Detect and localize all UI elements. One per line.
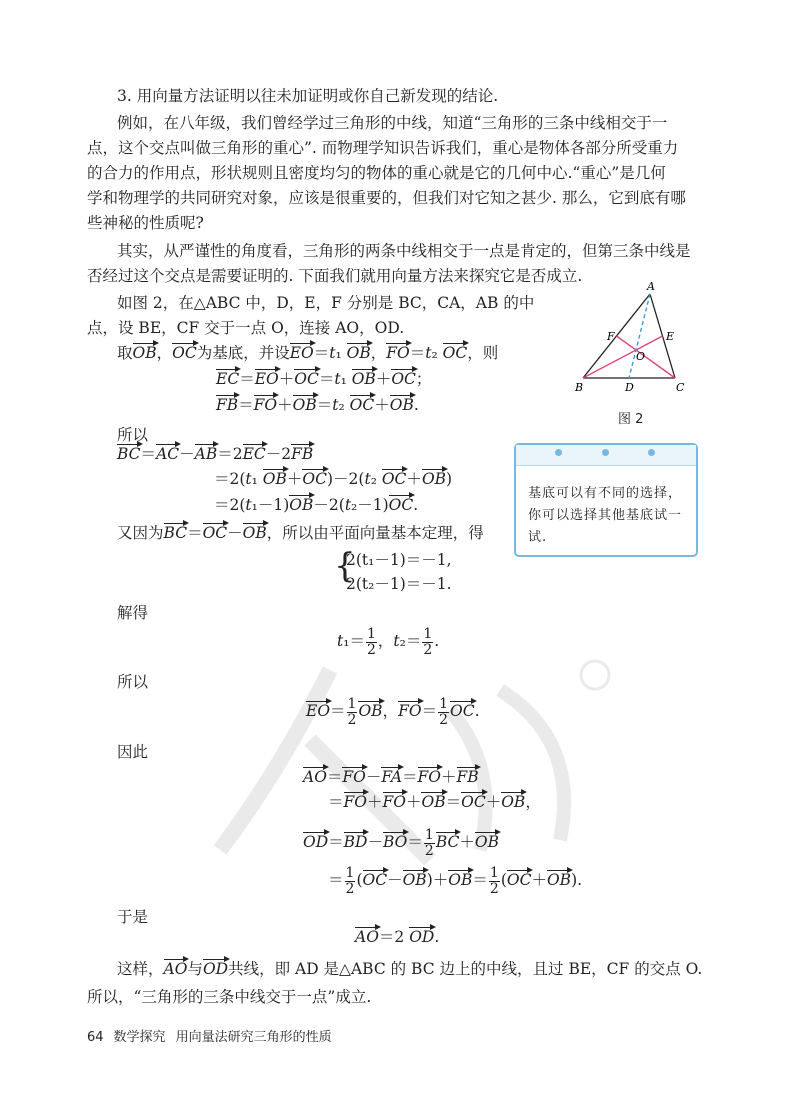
para3-line1: 如图 2，在△ABC 中，D，E，F 分别是 BC，CA，AB 的中 bbox=[117, 294, 535, 312]
label-C: C bbox=[676, 381, 685, 394]
word-jiede: 解得 bbox=[117, 604, 149, 622]
page-footer bbox=[87, 1026, 332, 1045]
tip-text: 基底可以有不同的选择，你可以选择其他基底试一试. bbox=[528, 486, 683, 545]
tip-dot bbox=[555, 449, 562, 456]
para2-line2: 否经过这个交点是需要证明的. 下面我们就用向量方法来探究它是否成立. bbox=[87, 267, 583, 285]
label-B: B bbox=[575, 381, 584, 394]
word-suoyi-2: 所以 bbox=[117, 673, 149, 691]
label-E: E bbox=[666, 330, 675, 343]
eq-OD-1: OD＝BD－BO＝ $\frac{1}{2}$ BC＋OB bbox=[303, 827, 499, 859]
system-brace: { bbox=[334, 546, 356, 586]
tip-dot bbox=[648, 449, 655, 456]
para1-line4: 学和物理学的共同研究对象，应该是很重要的，但我们对它知之甚少. 那么，它到底有哪 bbox=[87, 189, 686, 207]
eq-AO-2: ＝FO＋FO＋OB＝OC＋OB， bbox=[328, 793, 541, 811]
book-title: 数学探究 bbox=[113, 1030, 166, 1045]
label-D: D bbox=[625, 381, 634, 394]
eq-AO-final: AO＝2 OD. bbox=[355, 928, 440, 946]
eq-t-values: t₁＝ $\frac{1}{2}$ ，t₂＝ $\frac{1}{2}$ . bbox=[337, 626, 440, 658]
topic-title: 用向量法研究三角形的性质 bbox=[175, 1030, 332, 1045]
figure-caption: 图 2 bbox=[618, 412, 644, 427]
label-A: A bbox=[647, 280, 655, 293]
eq-EC: EC＝EO＋OC＝t₁ OB＋OC； bbox=[216, 370, 432, 388]
para1-line5: 些神秘的性质呢? bbox=[87, 214, 204, 232]
page-number: 64 bbox=[87, 1030, 104, 1045]
label-O: O bbox=[636, 350, 646, 363]
eq-EO-FO: EO＝ $\frac{1}{2}$ OB，FO＝ $\frac{1}{2}$ OC. bbox=[306, 696, 480, 728]
eq-FB: FB＝FO＋OB＝t₂ OC＋OB. bbox=[216, 396, 419, 414]
eq-BC-3: ＝2(t₁－1)OB－2(t₂－1)OC. bbox=[214, 496, 419, 514]
basis-line: 取OB，OC为基底，并设EO＝t₁ OB，FO＝t₂ OC，则 bbox=[117, 344, 499, 362]
word-yinci: 因此 bbox=[117, 743, 149, 761]
basis-take: 取 bbox=[117, 344, 133, 362]
section-heading: 3. 用向量方法证明以往未加证明或你自己新发现的结论. bbox=[117, 87, 499, 105]
basis-then: ，则 bbox=[467, 344, 499, 362]
system-eq2: 2(t₂－1)＝－1. bbox=[346, 575, 452, 593]
because-line: 又因为BC＝OC－OB，所以由平面向量基本定理，得 bbox=[117, 524, 484, 542]
para1-line2: 点，这个交点叫做三角形的重心”. 而物理学知识告诉我们，重心是物体各部分所受重力 bbox=[87, 139, 679, 157]
by-theorem: ，所以由平面向量基本定理，得 bbox=[266, 524, 484, 542]
triangle-figure bbox=[565, 280, 695, 398]
para1-line3: 的合力的作用点，形状规则且密度均匀的物体的重心就是它的几何中心.“重心”是几何 bbox=[87, 164, 666, 182]
eq-OD-2: ＝ $\frac{1}{2}$ (OC－OB)＋OB＝ $\frac{1}{2}$ (OC＋OB). bbox=[328, 865, 583, 897]
para3-line2: 点，设 BE，CF 交于一点 O，连接 AO，OD. bbox=[87, 319, 405, 337]
tip-dot bbox=[602, 449, 609, 456]
conclusion-rest: 共线，即 AD 是△ABC 的 BC 边上的中线，且过 BE，CF 的交点 O. bbox=[228, 960, 703, 978]
basis-comma: ， bbox=[156, 344, 173, 362]
label-F: F bbox=[607, 330, 615, 343]
basis-as: 为基底，并设 bbox=[196, 344, 290, 362]
tip-header bbox=[516, 445, 696, 466]
para1-line1: 例如，在八年级，我们曾经学过三角形的中线，知道“三角形的三条中线相交于一 bbox=[117, 114, 668, 132]
eq-AO-1: AO＝FO－FA＝FO＋FB bbox=[303, 768, 479, 786]
conclusion-with: 与 bbox=[187, 960, 203, 978]
eq-BC-2: ＝2(t₁ OB＋OC)－2(t₂ OC＋OB) bbox=[214, 470, 453, 488]
median-BE bbox=[583, 336, 663, 378]
eq-BC-1: BC＝AC－AB＝2EC－2FB bbox=[117, 445, 314, 463]
conclusion-line1: 这样，AO与OD共线，即 AD 是△ABC 的 BC 边上的中线，且过 BE，CF 的交点 O. bbox=[117, 960, 703, 978]
tip-box bbox=[514, 443, 698, 557]
conclusion-line2: 所以，“三角形的三条中线交于一点”成立. bbox=[87, 988, 372, 1006]
system-eq1: 2(t₁－1)＝－1, bbox=[346, 551, 452, 569]
word-yushi: 于是 bbox=[117, 908, 149, 926]
conclusion-prefix: 这样， bbox=[117, 960, 164, 978]
para2-line1: 其实，从严谨性的角度看，三角形的两条中线相交于一点是肯定的，但第三条中线是 bbox=[117, 242, 691, 260]
word-youyin: 又因为 bbox=[117, 524, 164, 542]
word-suoyi-1: 所以 bbox=[117, 426, 149, 444]
